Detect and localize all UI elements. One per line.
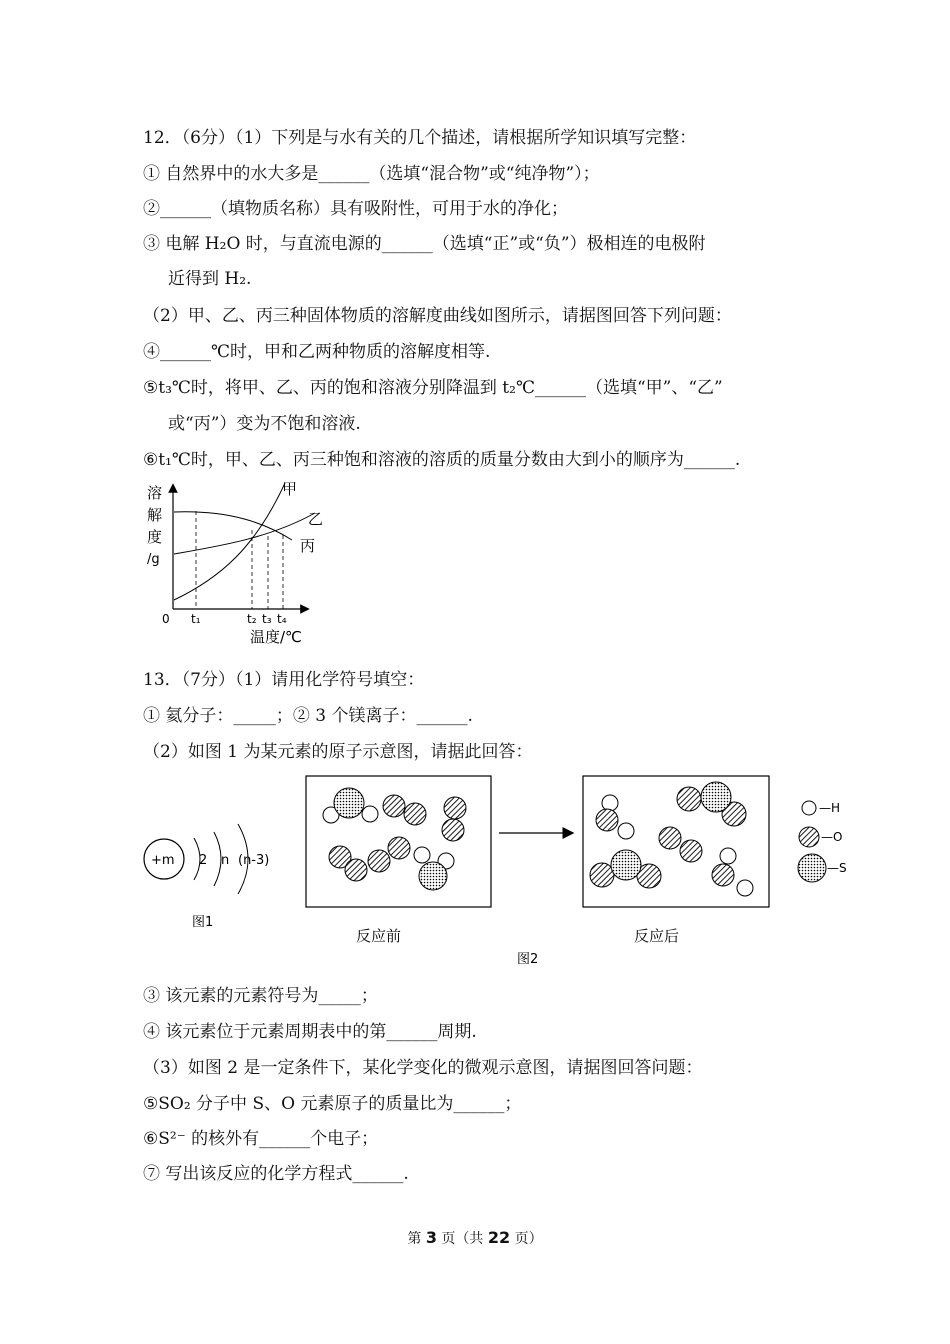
q13-title: 13．（7分）（1）请用化学符号填空： <box>143 670 425 690</box>
series-label-yi: 乙 <box>308 510 324 528</box>
fig1-caption: 图1 <box>192 915 214 930</box>
legend-h-swatch <box>802 801 816 815</box>
curve-jia <box>174 483 285 600</box>
y-label-3: 度 <box>147 528 163 546</box>
shell-1-count: 2 <box>199 853 208 868</box>
footer-pre: 第 <box>407 1231 426 1247</box>
q13-part-3: （3）如图 2 是一定条件下，某化学变化的微观示意图，请据图回答问题： <box>143 1058 703 1078</box>
atom-diagram <box>140 810 290 940</box>
q13-line-7: ⑦ 写出该反应的化学方程式______. <box>143 1164 409 1184</box>
q13-line-3: ③ 该元素的元素符号为_____； <box>143 986 378 1006</box>
footer-mid: 页（共 <box>436 1231 488 1247</box>
q13-line-5: ⑤SO₂ 分子中 S、O 元素原子的质量比为______； <box>143 1094 522 1114</box>
series-label-jia: 甲 <box>282 480 298 498</box>
tick-t2: t₂ <box>247 612 257 626</box>
before-caption: 反应前 <box>356 927 402 945</box>
tick-t3: t₃ <box>262 612 272 626</box>
q13-line-1: ① 氦分子：_____；② 3 个镁离子：______. <box>143 706 473 726</box>
series-label-bing: 丙 <box>300 537 316 555</box>
curve-bing <box>174 512 292 540</box>
q13-part-2: （2）如图 1 为某元素的原子示意图，请据此回答： <box>143 742 533 762</box>
fig2-caption: 图2 <box>517 952 539 967</box>
q12-title: 12．（6分）（1）下列是与水有关的几个描述，请根据所学知识填写完整： <box>143 128 697 148</box>
reaction-diagram <box>300 770 870 970</box>
y-label-1: 溶 <box>147 484 163 502</box>
q12-part-2: （2）甲、乙、丙三种固体物质的溶解度曲线如图所示，请据图回答下列问题： <box>143 306 732 326</box>
legend-h-label: —H <box>819 801 841 815</box>
q12-line-1: ① 自然界中的水大多是______（选填“混合物”或“纯净物”）； <box>143 164 600 184</box>
page-footer <box>0 1228 950 1248</box>
q12-line-5b: 或“丙”）变为不饱和溶液. <box>168 414 361 434</box>
q12-line-6: ⑥t₁℃时，甲、乙、丙三种饱和溶液的溶质的质量分数由大到小的顺序为______. <box>143 450 741 470</box>
before-molecules <box>323 788 466 890</box>
after-caption: 反应后 <box>634 927 680 945</box>
footer-page-number: 3 <box>425 1228 437 1247</box>
tick-t1: t₁ <box>191 612 201 626</box>
q12-line-3a: ③ 电解 H₂O 时，与直流电源的______（选填“正”或“负”）极相连的电极附 <box>143 234 706 254</box>
q12-line-4: ④______℃时，甲和乙两种物质的溶解度相等. <box>143 342 491 362</box>
shell-3-count: (n-3) <box>238 853 270 868</box>
shell-2-count: n <box>221 853 230 868</box>
legend-s-swatch <box>798 854 826 882</box>
legend-o-label: —O <box>821 830 843 844</box>
x-label: 温度/℃ <box>250 628 302 646</box>
nucleus-charge: +m <box>151 853 175 868</box>
origin-label: 0 <box>162 612 170 626</box>
after-molecules <box>590 782 753 896</box>
q13-line-6: ⑥S²⁻ 的核外有______个电子； <box>143 1129 379 1149</box>
legend-o-swatch <box>799 827 819 847</box>
shell-2 <box>214 832 221 886</box>
solubility-chart <box>140 478 340 648</box>
y-label-2: 解 <box>147 506 163 524</box>
tick-t4: t₄ <box>277 612 287 626</box>
y-label-4: /g <box>147 552 160 567</box>
q12-line-2: ②______（填物质名称）具有吸附性，可用于水的净化； <box>143 199 568 219</box>
q12-line-5a: ⑤t₃℃时，将甲、乙、丙的饱和溶液分别降温到 t₂℃______（选填“甲”、“乙” <box>143 378 723 398</box>
q12-line-3b: 近得到 H₂. <box>168 269 252 289</box>
legend-s-label: —S <box>827 861 847 875</box>
q13-line-4: ④ 该元素位于元素周期表中的第______周期. <box>143 1022 477 1042</box>
footer-total-pages: 22 <box>487 1228 511 1247</box>
footer-post: 页） <box>510 1231 543 1247</box>
